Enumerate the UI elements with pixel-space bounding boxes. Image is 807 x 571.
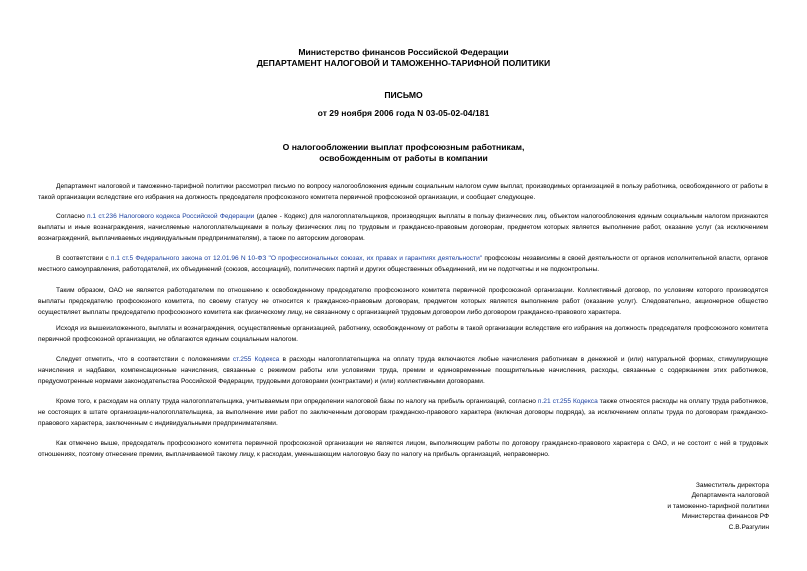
signature-name: С.В.Разгулин [728,523,769,531]
paragraph-7 [38,396,768,430]
paragraph-6-text-b: в расходы налогоплательщика на оплату труда включаются любые начисления работникам в денежной и (или) натуральной формах, стимулирующие начисления и надбавки, компенсационные начисления, связанные с режимом работы или условиями труда, премии и единовременные поощрительные начисления, расходы, связанные с содержанием этих работников, предусмотренные нормами законодательства Российской Федерации, трудовыми договорами (контрактами) и (или) коллективными договорами. [38,356,769,386]
tax-code-article-236-link[interactable]: п.1 ст.236 Налогового кодекса Российской Федерации [87,213,255,220]
paragraph-3 [38,253,768,275]
paragraph-2 [38,211,768,245]
doc-type: ПИСЬМО [384,90,423,100]
doc-subject-line-2: освобожденным от работы в компании [319,153,488,163]
paragraph-3-text-a: В соответствии с [56,255,111,262]
trade-unions-law-link[interactable]: п.1 ст.5 Федерального закона от 12.01.96 N 10-ФЗ "О профессиональных союзах, их правах и гарантиях деятельности" [110,255,483,262]
signature-line-4: Министерства финансов РФ [681,513,769,521]
paragraph-7-text-b: также относятся расходы на оплату труда работников, не состоящих в штате организации-налогоплательщика, за выполнение ими работ по заключенным договорам гражданско-правового характера (включая договоры подряда), за исключением оплаты труда по договорам гражданско-правового характера, заключенным с индивидуальными предпринимателями. [38,398,768,428]
signature-block [569,481,769,533]
ministry-title: Министерство финансов Российской Федерации [298,47,509,57]
paragraph-4: Таким образом, ОАО не является работодателем по отношению к освобожденному председателю профсоюзного комитета первичной профсоюзной организации. Коллективный договор, по условиям которого производятся выплаты председателю профсоюзного комитета, по своему статусу не относится к гражданско-правовым договорам, предметом которых является выполнение работ (оказание услуг). Следовательно, акционерное общество осуществляет выплаты председателю профсоюзного комитета как физическому лицу, не связанному с организацией трудовым договором либо договором гражданско-правового характера. [38,287,768,317]
signature-line-2: Департамента налоговой [691,492,769,500]
tax-code-article-255-link[interactable]: ст.255 Кодекса [232,356,280,363]
doc-date-number: от 29 ноября 2006 года N 03-05-02-04/181 [317,108,490,118]
signature-line-3: и таможенно-тарифной политики [667,502,769,510]
paragraph-5: Исходя из вышеизложенного, выплаты и вознаграждения, осуществляемые организацией, работнику, освобожденному от работы в такой организации вследствие его избрания на должность председателя профсоюзного комитета первичной профсоюзной организации, не облагаются единым социальным налогом. [38,325,768,344]
paragraph-7-text-a: Кроме того, к расходам на оплату труда налогоплательщика, учитываемым при определении налоговой базы по налогу на прибыль организаций, согласно [56,398,538,405]
paragraph-2-text-a: Согласно [56,213,88,220]
paragraph-6 [38,354,768,388]
paragraph-2-text-b: (далее - Кодекс) для налогоплательщиков, производящих выплаты в пользу физических лиц, объектом налогообложения единым социальным налогом признаются выплаты и иные вознаграждения, начисляемые налогоплательщиками в пользу физических лиц по трудовым и гражданско-правовым договорам, предметом которых является выполнение работ, оказание услуг (за исключением вознаграждений, выплачиваемых индивидуальным предпринимателям), а также по авторским договорам. [38,213,768,243]
paragraph-6-text-a: Следует отметить, что в соответствии с положениями [56,356,233,363]
tax-code-article-255-p21-link[interactable]: п.21 ст.255 Кодекса [537,398,598,405]
department-title: ДЕПАРТАМЕНТ НАЛОГОВОЙ И ТАМОЖЕННО-ТАРИФНОЙ ПОЛИТИКИ [256,58,551,68]
paragraph-1: Департамент налоговой и таможенно-тарифной политики рассмотрел письмо по вопросу налогообложения единым социальным налогом сумм выплат, производимых организацией в пользу работника, освобожденного от работы в такой организации вследствие его избрания на должность председателя профсоюзного комитета первичной профсоюзной организации, и сообщает следующее. [38,183,768,202]
doc-subject-line-1: О налогообложении выплат профсоюзным работникам, [282,142,525,152]
signature-line-1: Заместитель директора [695,482,769,489]
paragraph-8: Как отмечено выше, председатель профсоюзного комитета первичной профсоюзной организации не является лицом, выполняющим работы по договору гражданско-правового характера с ОАО, и не состоит с ней в трудовых отношениях, поэтому отнесение премии, выплачиваемой такому лицу, к расходам, уменьшающим налоговую базу по налогу на прибыль организаций, неправомерно. [38,440,768,459]
paragraph-3-text-b: профсоюзы независимы в своей деятельности от органов исполнительной власти, органов местного самоуправления, работодателей, их объединений (союзов, ассоциаций), политических партий и других общественных объединений, им не подотчетны и не подконтрольны. [38,255,769,274]
